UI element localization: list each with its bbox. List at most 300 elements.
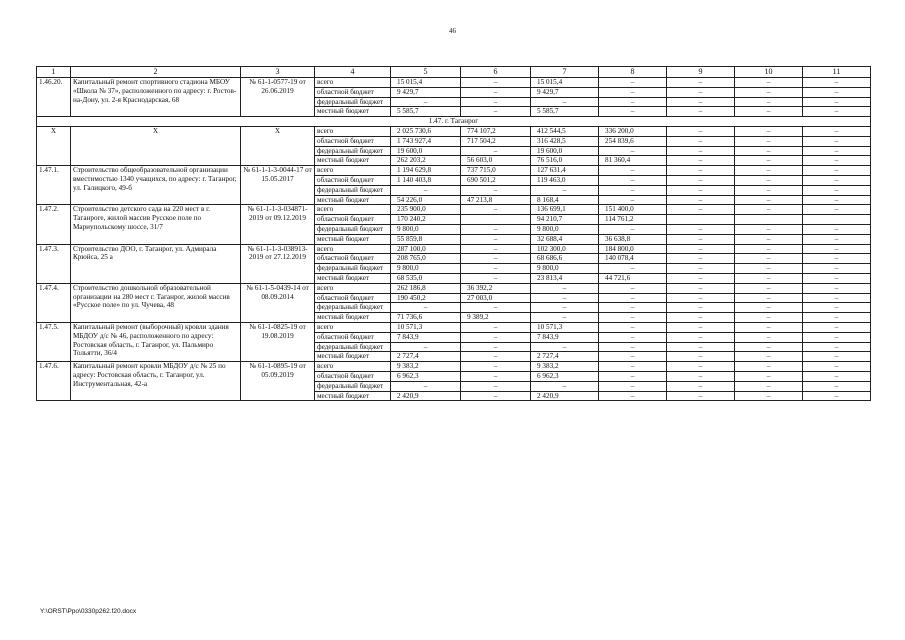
- value-cell-col10: –: [735, 371, 803, 381]
- value-cell-col5: 9 800,0: [391, 224, 461, 234]
- table-row: [37, 322, 871, 332]
- value-cell-col7: 9 800,0: [531, 264, 599, 274]
- table-row: [37, 362, 871, 372]
- value-cell-col9: [667, 215, 735, 225]
- value-cell-col8: –: [599, 87, 667, 97]
- value-cell-col8: –: [599, 175, 667, 185]
- value-cell-col6: 36 392,2: [461, 283, 531, 293]
- value-cell-col11: –: [803, 126, 871, 136]
- value-cell-col9: –: [667, 362, 735, 372]
- funding-source-label: местный бюджет: [315, 391, 391, 401]
- value-cell-col10: –: [735, 244, 803, 254]
- value-cell-col6: [461, 215, 531, 225]
- item-number: 1.47.5.: [37, 322, 71, 361]
- header-cell-2: 2: [71, 67, 241, 78]
- value-cell-col7: 23 813,4: [531, 273, 599, 283]
- value-cell-col9: –: [667, 126, 735, 136]
- value-cell-col9: –: [667, 352, 735, 362]
- value-cell-col10: –: [735, 342, 803, 352]
- value-cell-col6: –: [461, 371, 531, 381]
- value-cell-col10: –: [735, 146, 803, 156]
- table-row: [37, 166, 871, 176]
- value-cell-col5: 262 203,2: [391, 156, 461, 166]
- value-cell-col8: –: [599, 342, 667, 352]
- value-cell-col8: –: [599, 146, 667, 156]
- value-cell-col10: –: [735, 391, 803, 401]
- value-cell-col9: –: [667, 156, 735, 166]
- value-cell-col5: 9 383,2: [391, 362, 461, 372]
- value-cell-col6: –: [461, 264, 531, 274]
- item-name: Строительство дошкольной образовательной организации на 280 мест г. Таганрог, жилой массив «Русское поле» по ул. Чучева, 48: [71, 283, 241, 322]
- value-cell-col10: –: [735, 205, 803, 215]
- item-document: № 61-1-1-3-034871-2019 от 09.12.2019: [241, 205, 315, 244]
- value-cell-col6: –: [461, 342, 531, 352]
- header-cell-4: 4: [315, 67, 391, 78]
- value-cell-col9: –: [667, 381, 735, 391]
- value-cell-col9: –: [667, 234, 735, 244]
- value-cell-col5: 10 571,3: [391, 322, 461, 332]
- value-cell-col5: 2 727,4: [391, 352, 461, 362]
- value-cell-col7: –: [531, 303, 599, 313]
- value-cell-col8: 184 800,0: [599, 244, 667, 254]
- value-cell-col10: –: [735, 283, 803, 293]
- item-number: 1.47.6.: [37, 362, 71, 401]
- value-cell-col9: –: [667, 391, 735, 401]
- value-cell-col9: –: [667, 166, 735, 176]
- value-cell-col10: –: [735, 362, 803, 372]
- item-name: Строительство ДОО, г. Таганрог, ул. Адмирала Крюйса, 25 а: [71, 244, 241, 283]
- value-cell-col5: –: [391, 342, 461, 352]
- value-cell-col6: –: [461, 273, 531, 283]
- value-cell-col11: –: [803, 322, 871, 332]
- value-cell-col5: 2 025 730,6: [391, 126, 461, 136]
- value-cell-col11: –: [803, 195, 871, 205]
- value-cell-col7: 2 727,4: [531, 352, 599, 362]
- value-cell-col10: –: [735, 107, 803, 117]
- value-cell-col10: –: [735, 224, 803, 234]
- value-cell-col6: 774 107,2: [461, 126, 531, 136]
- value-cell-col7: –: [531, 185, 599, 195]
- value-cell-col11: –: [803, 185, 871, 195]
- funding-source-label: всего: [315, 362, 391, 372]
- item-document: № 61-1-0577-19 от 26.06.2019: [241, 78, 315, 117]
- value-cell-col9: –: [667, 303, 735, 313]
- value-cell-col7: 136 699,1: [531, 205, 599, 215]
- funding-source-label: федеральный бюджет: [315, 97, 391, 107]
- value-cell-col10: –: [735, 273, 803, 283]
- value-cell-col10: –: [735, 97, 803, 107]
- table-row: [37, 244, 871, 254]
- value-cell-col8: –: [599, 352, 667, 362]
- funding-source-label: всего: [315, 78, 391, 88]
- item-document: № 61-1-1-3-0044-17 от 15.05.2017: [241, 166, 315, 205]
- item-number: Х: [37, 126, 71, 165]
- value-cell-col6: 690 501,2: [461, 175, 531, 185]
- value-cell-col8: 36 638,8: [599, 234, 667, 244]
- funding-source-label: областной бюджет: [315, 254, 391, 264]
- value-cell-col8: –: [599, 381, 667, 391]
- funding-source-label: всего: [315, 166, 391, 176]
- value-cell-col8: 81 360,4: [599, 156, 667, 166]
- value-cell-col9: –: [667, 205, 735, 215]
- value-cell-col7: 7 843,9: [531, 332, 599, 342]
- value-cell-col6: –: [461, 205, 531, 215]
- value-cell-col9: –: [667, 97, 735, 107]
- value-cell-col9: –: [667, 283, 735, 293]
- value-cell-col6: –: [461, 146, 531, 156]
- value-cell-col9: –: [667, 195, 735, 205]
- value-cell-col8: –: [599, 303, 667, 313]
- funding-source-label: областной бюджет: [315, 87, 391, 97]
- value-cell-col10: –: [735, 381, 803, 391]
- value-cell-col6: –: [461, 234, 531, 244]
- section-row: [37, 117, 871, 127]
- value-cell-col10: –: [735, 136, 803, 146]
- header-cell-6: 6: [461, 67, 531, 78]
- value-cell-col6: 9 389,2: [461, 313, 531, 323]
- value-cell-col6: 737 715,0: [461, 166, 531, 176]
- funding-source-label: областной бюджет: [315, 175, 391, 185]
- funding-source-label: местный бюджет: [315, 107, 391, 117]
- value-cell-col7: 5 585,7: [531, 107, 599, 117]
- value-cell-col9: –: [667, 254, 735, 264]
- value-cell-col6: –: [461, 224, 531, 234]
- value-cell-col7: 8 168,4: [531, 195, 599, 205]
- value-cell-col8: –: [599, 97, 667, 107]
- value-cell-col5: 54 226,0: [391, 195, 461, 205]
- value-cell-col11: –: [803, 146, 871, 156]
- value-cell-col10: –: [735, 234, 803, 244]
- value-cell-col7: –: [531, 381, 599, 391]
- header-cell-7: 7: [531, 67, 599, 78]
- value-cell-col7: 2 420,9: [531, 391, 599, 401]
- value-cell-col6: –: [461, 78, 531, 88]
- value-cell-col7: 9 383,2: [531, 362, 599, 372]
- value-cell-col8: –: [599, 332, 667, 342]
- header-cell-10: 10: [735, 67, 803, 78]
- value-cell-col8: 114 761,2: [599, 215, 667, 225]
- funding-source-label: областной бюджет: [315, 371, 391, 381]
- value-cell-col11: –: [803, 332, 871, 342]
- value-cell-col10: [735, 215, 803, 225]
- value-cell-col6: –: [461, 381, 531, 391]
- value-cell-col8: –: [599, 78, 667, 88]
- value-cell-col5: 71 736,6: [391, 313, 461, 323]
- item-document: № 61-1-0895-19 от 05.09.2019: [241, 362, 315, 401]
- value-cell-col9: –: [667, 107, 735, 117]
- value-cell-col8: –: [599, 185, 667, 195]
- value-cell-col9: –: [667, 322, 735, 332]
- value-cell-col6: –: [461, 97, 531, 107]
- value-cell-col7: 119 463,0: [531, 175, 599, 185]
- value-cell-col10: –: [735, 303, 803, 313]
- value-cell-col7: 127 631,4: [531, 166, 599, 176]
- value-cell-col9: –: [667, 273, 735, 283]
- funding-source-label: федеральный бюджет: [315, 342, 391, 352]
- value-cell-col6: –: [461, 254, 531, 264]
- item-document: № 61-1-0825-19 от 19.08.2019: [241, 322, 315, 361]
- value-cell-col9: –: [667, 313, 735, 323]
- value-cell-col7: 6 962,3: [531, 371, 599, 381]
- funding-source-label: местный бюджет: [315, 273, 391, 283]
- value-cell-col9: –: [667, 87, 735, 97]
- value-cell-col6: –: [461, 303, 531, 313]
- funding-source-label: федеральный бюджет: [315, 381, 391, 391]
- value-cell-col10: –: [735, 166, 803, 176]
- value-cell-col7: 76 516,0: [531, 156, 599, 166]
- value-cell-col9: –: [667, 342, 735, 352]
- value-cell-col11: –: [803, 303, 871, 313]
- value-cell-col5: 9 800,0: [391, 264, 461, 274]
- item-number: 1.46.20.: [37, 78, 71, 117]
- item-name: Строительство детского сада на 220 мест в г. Таганроге, жилой массив Русское поле по Мариупольскому шоссе, 31/7: [71, 205, 241, 244]
- value-cell-col5: 5 585,7: [391, 107, 461, 117]
- value-cell-col5: 9 429,7: [391, 87, 461, 97]
- funding-source-label: местный бюджет: [315, 195, 391, 205]
- value-cell-col11: –: [803, 371, 871, 381]
- item-document: Х: [241, 126, 315, 165]
- value-cell-col7: 9 800,0: [531, 224, 599, 234]
- value-cell-col10: –: [735, 87, 803, 97]
- header-cell-9: 9: [667, 67, 735, 78]
- value-cell-col6: –: [461, 107, 531, 117]
- value-cell-col5: 7 843,9: [391, 332, 461, 342]
- value-cell-col5: 1 194 629,8: [391, 166, 461, 176]
- value-cell-col11: –: [803, 78, 871, 88]
- value-cell-col5: 208 765,0: [391, 254, 461, 264]
- value-cell-col10: –: [735, 126, 803, 136]
- value-cell-col8: –: [599, 362, 667, 372]
- value-cell-col8: –: [599, 107, 667, 117]
- value-cell-col7: –: [531, 293, 599, 303]
- value-cell-col11: –: [803, 381, 871, 391]
- value-cell-col10: –: [735, 313, 803, 323]
- value-cell-col6: 27 003,0: [461, 293, 531, 303]
- value-cell-col5: 2 420,9: [391, 391, 461, 401]
- value-cell-col7: –: [531, 97, 599, 107]
- value-cell-col10: –: [735, 175, 803, 185]
- value-cell-col8: 151 400,0: [599, 205, 667, 215]
- value-cell-col8: –: [599, 313, 667, 323]
- funding-source-label: всего: [315, 322, 391, 332]
- value-cell-col7: 10 571,3: [531, 322, 599, 332]
- value-cell-col11: –: [803, 97, 871, 107]
- value-cell-col11: –: [803, 166, 871, 176]
- value-cell-col5: 262 186,8: [391, 283, 461, 293]
- value-cell-col5: 1 140 403,8: [391, 175, 461, 185]
- value-cell-col7: 9 429,7: [531, 87, 599, 97]
- funding-source-label: всего: [315, 126, 391, 136]
- value-cell-col7: –: [531, 342, 599, 352]
- value-cell-col7: 19 600,0: [531, 146, 599, 156]
- value-cell-col9: –: [667, 264, 735, 274]
- value-cell-col11: –: [803, 136, 871, 146]
- header-row: [37, 67, 871, 78]
- funding-source-label: местный бюджет: [315, 352, 391, 362]
- value-cell-col9: –: [667, 244, 735, 254]
- value-cell-col8: 336 200,0: [599, 126, 667, 136]
- value-cell-col11: –: [803, 273, 871, 283]
- value-cell-col8: –: [599, 195, 667, 205]
- value-cell-col9: –: [667, 293, 735, 303]
- funding-source-label: федеральный бюджет: [315, 303, 391, 313]
- value-cell-col7: 15 015,4: [531, 78, 599, 88]
- value-cell-col10: –: [735, 156, 803, 166]
- value-cell-col7: 94 210,7: [531, 215, 599, 225]
- value-cell-col11: –: [803, 293, 871, 303]
- item-document: № 61-1-1-3-038913-2019 от 27.12.2019: [241, 244, 315, 283]
- value-cell-col7: 102 300,0: [531, 244, 599, 254]
- value-cell-col5: 235 900,0: [391, 205, 461, 215]
- value-cell-col11: [803, 215, 871, 225]
- value-cell-col9: –: [667, 136, 735, 146]
- funding-source-label: всего: [315, 283, 391, 293]
- value-cell-col6: 47 213,8: [461, 195, 531, 205]
- value-cell-col6: –: [461, 352, 531, 362]
- funding-source-label: федеральный бюджет: [315, 185, 391, 195]
- value-cell-col8: –: [599, 371, 667, 381]
- table-row: [37, 205, 871, 215]
- item-number: 1.47.3.: [37, 244, 71, 283]
- value-cell-col8: –: [599, 264, 667, 274]
- value-cell-col5: –: [391, 303, 461, 313]
- value-cell-col10: –: [735, 254, 803, 264]
- value-cell-col11: –: [803, 313, 871, 323]
- value-cell-col6: –: [461, 332, 531, 342]
- header-cell-8: 8: [599, 67, 667, 78]
- value-cell-col8: –: [599, 224, 667, 234]
- item-number: 1.47.2.: [37, 205, 71, 244]
- funding-source-label: местный бюджет: [315, 313, 391, 323]
- item-name: Строительство общеобразовательной организации вместимостью 1340 учащихся, по адресу: г. Таганрог, ул. Галицкого, 49-б: [71, 166, 241, 205]
- funding-source-label: местный бюджет: [315, 234, 391, 244]
- value-cell-col5: 55 859,8: [391, 234, 461, 244]
- value-cell-col10: –: [735, 332, 803, 342]
- header-cell-3: 3: [241, 67, 315, 78]
- funding-source-label: федеральный бюджет: [315, 224, 391, 234]
- value-cell-col7: 68 686,6: [531, 254, 599, 264]
- item-name: Капитальный ремонт кровли МБДОУ д/с № 25 по адресу: Ростовская область, г. Таганрог, ул. Инструментальная, 42-а: [71, 362, 241, 401]
- value-cell-col11: –: [803, 342, 871, 352]
- value-cell-col10: –: [735, 185, 803, 195]
- value-cell-col10: –: [735, 322, 803, 332]
- header-cell-11: 11: [803, 67, 871, 78]
- value-cell-col5: 1 743 927,4: [391, 136, 461, 146]
- value-cell-col5: 19 600,0: [391, 146, 461, 156]
- value-cell-col5: 287 100,0: [391, 244, 461, 254]
- value-cell-col8: –: [599, 322, 667, 332]
- value-cell-col9: –: [667, 371, 735, 381]
- funding-source-label: федеральный бюджет: [315, 264, 391, 274]
- value-cell-col9: –: [667, 78, 735, 88]
- value-cell-col10: –: [735, 78, 803, 88]
- value-cell-col6: –: [461, 244, 531, 254]
- item-number: 1.47.1.: [37, 166, 71, 205]
- value-cell-col10: –: [735, 293, 803, 303]
- value-cell-col5: 190 450,2: [391, 293, 461, 303]
- value-cell-col11: –: [803, 107, 871, 117]
- funding-source-label: областной бюджет: [315, 136, 391, 146]
- value-cell-col9: –: [667, 175, 735, 185]
- table-row: [37, 126, 871, 136]
- funding-source-label: областной бюджет: [315, 332, 391, 342]
- value-cell-col9: –: [667, 146, 735, 156]
- funding-source-label: местный бюджет: [315, 156, 391, 166]
- value-cell-col10: –: [735, 195, 803, 205]
- item-number: 1.47.4.: [37, 283, 71, 322]
- value-cell-col6: –: [461, 362, 531, 372]
- value-cell-col10: –: [735, 352, 803, 362]
- value-cell-col6: 717 504,2: [461, 136, 531, 146]
- item-name: Х: [71, 126, 241, 165]
- value-cell-col11: –: [803, 264, 871, 274]
- funding-source-label: всего: [315, 244, 391, 254]
- value-cell-col5: –: [391, 185, 461, 195]
- value-cell-col8: –: [599, 283, 667, 293]
- value-cell-col7: 412 544,5: [531, 126, 599, 136]
- value-cell-col5: –: [391, 97, 461, 107]
- value-cell-col7: –: [531, 283, 599, 293]
- value-cell-col8: –: [599, 391, 667, 401]
- funding-source-label: федеральный бюджет: [315, 146, 391, 156]
- value-cell-col11: –: [803, 362, 871, 372]
- value-cell-col11: –: [803, 352, 871, 362]
- value-cell-col6: 56 603,0: [461, 156, 531, 166]
- value-cell-col6: –: [461, 391, 531, 401]
- item-name: Капитальный ремонт (выборочный) кровли здания МБДОУ д/с № 46, расположенного по адресу: Ростовская область, г. Таганрог, ул. Пальмиро Тольятти, 36/4: [71, 322, 241, 361]
- value-cell-col11: –: [803, 175, 871, 185]
- funding-source-label: всего: [315, 205, 391, 215]
- value-cell-col5: 68 535,0: [391, 273, 461, 283]
- value-cell-col7: –: [531, 313, 599, 323]
- file-path-footer: Y:\ORST\Ppo\0330p262.f20.docx: [40, 608, 137, 615]
- value-cell-col11: –: [803, 224, 871, 234]
- value-cell-col11: –: [803, 391, 871, 401]
- value-cell-col5: 15 015,4: [391, 78, 461, 88]
- value-cell-col11: –: [803, 234, 871, 244]
- value-cell-col6: –: [461, 185, 531, 195]
- value-cell-col8: 140 078,4: [599, 254, 667, 264]
- value-cell-col11: –: [803, 254, 871, 264]
- item-document: № 61-1-5-0439-14 от 08.09.2014: [241, 283, 315, 322]
- value-cell-col8: 254 839,6: [599, 136, 667, 146]
- value-cell-col11: –: [803, 244, 871, 254]
- funding-source-label: областной бюджет: [315, 215, 391, 225]
- value-cell-col7: 32 688,4: [531, 234, 599, 244]
- value-cell-col11: –: [803, 156, 871, 166]
- value-cell-col7: 316 428,5: [531, 136, 599, 146]
- value-cell-col9: –: [667, 185, 735, 195]
- value-cell-col8: –: [599, 166, 667, 176]
- funding-source-label: областной бюджет: [315, 293, 391, 303]
- budget-table: [36, 66, 871, 401]
- section-title: 1.47. г. Таганрог: [37, 117, 871, 127]
- value-cell-col11: –: [803, 205, 871, 215]
- value-cell-col11: –: [803, 87, 871, 97]
- table-row: [37, 78, 871, 88]
- value-cell-col6: –: [461, 322, 531, 332]
- value-cell-col11: –: [803, 283, 871, 293]
- header-cell-1: 1: [37, 67, 71, 78]
- value-cell-col9: –: [667, 224, 735, 234]
- value-cell-col9: –: [667, 332, 735, 342]
- value-cell-col6: –: [461, 87, 531, 97]
- value-cell-col5: 170 240,2: [391, 215, 461, 225]
- value-cell-col8: –: [599, 293, 667, 303]
- value-cell-col5: –: [391, 381, 461, 391]
- table-row: [37, 283, 871, 293]
- value-cell-col8: 44 721,6: [599, 273, 667, 283]
